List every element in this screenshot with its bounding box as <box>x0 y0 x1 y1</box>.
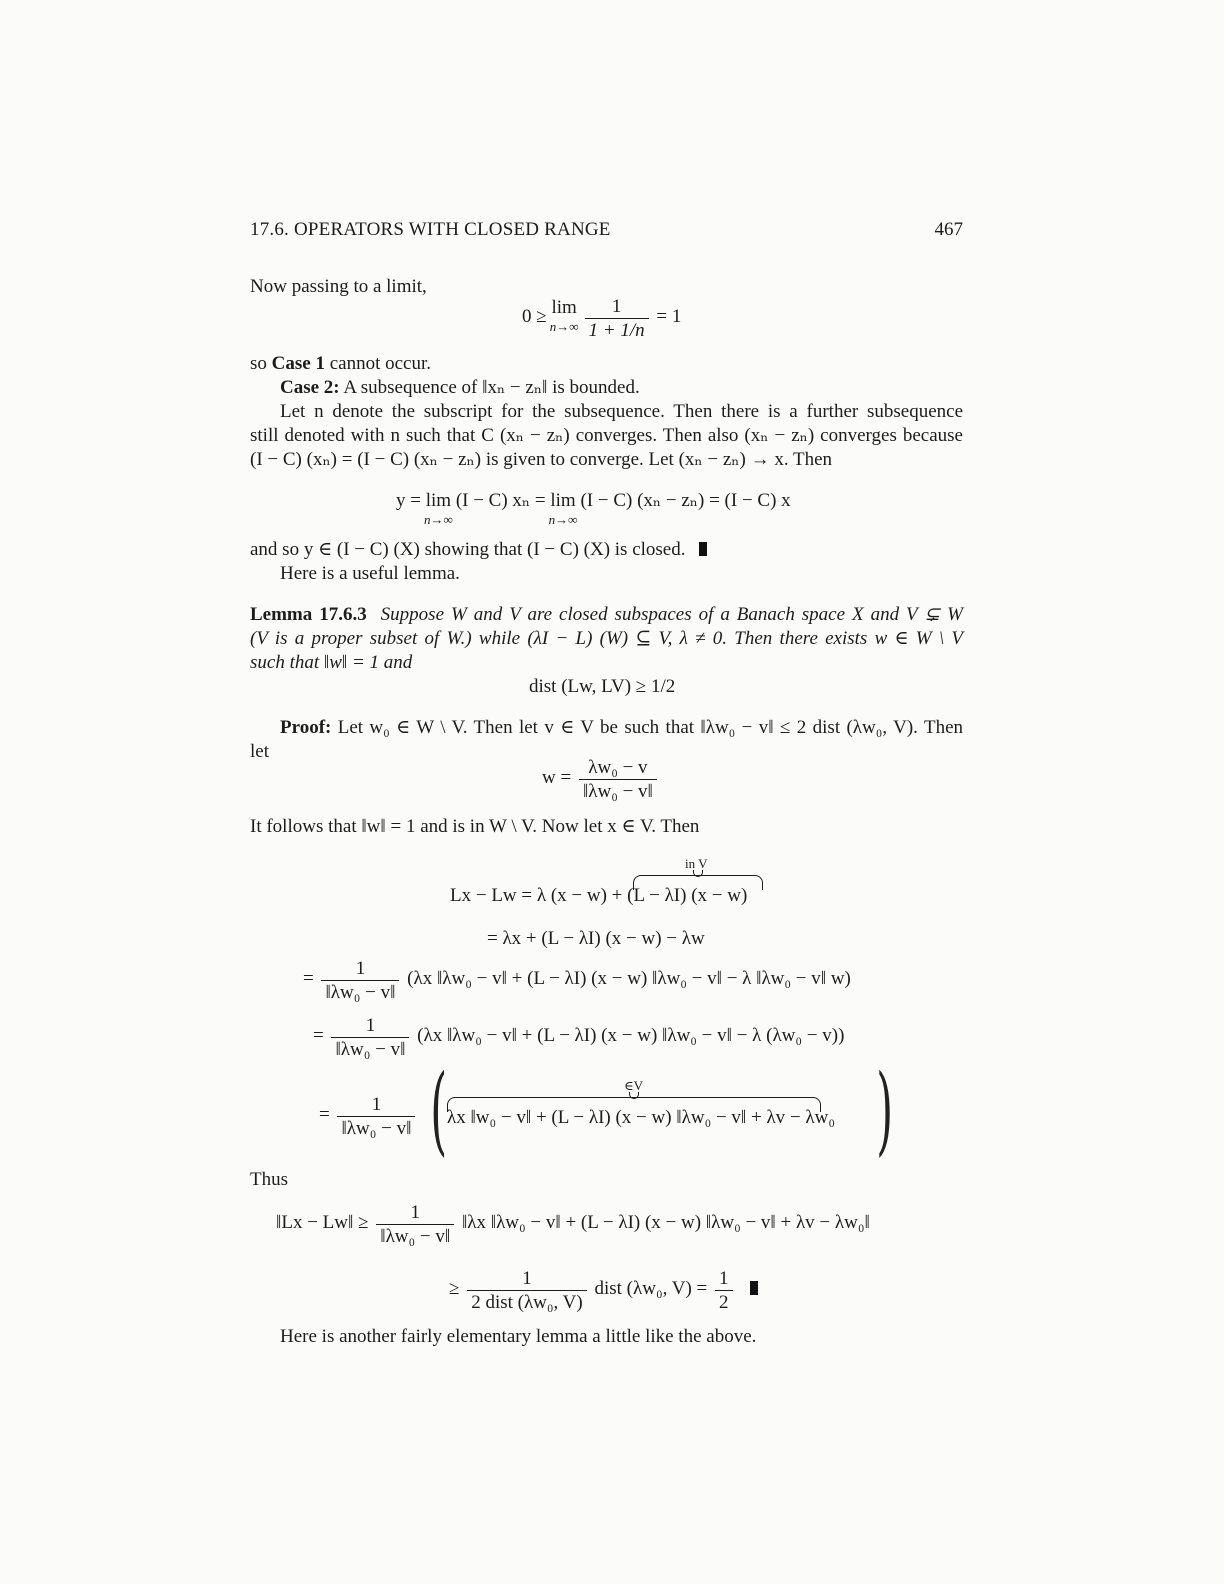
page-number: 467 <box>934 219 963 240</box>
lemma-label: Lemma 17.6.3 <box>250 604 367 625</box>
text-line: Here is a useful lemma. <box>280 563 460 584</box>
braced-term: (L − λI) (x − w) <box>627 885 748 906</box>
lim-subscript: n→∞ <box>424 512 453 527</box>
lim-subscript: n→∞ <box>548 512 578 527</box>
equation-final <box>449 1268 758 1315</box>
lim-operator: lim <box>550 490 576 511</box>
lim-operator: lim <box>551 297 577 318</box>
numerator: 1 <box>522 1268 532 1289</box>
eq-part: ‖λx ‖λw₀ − v‖ + (L − λI) (x − w) ‖λw₀ − v‖ + λv − λw₀‖ <box>457 1212 870 1233</box>
lim-subscript: n→∞ <box>549 319 579 334</box>
numerator: 1 <box>410 1202 420 1223</box>
equation-line: = λx + (L − λI) (x − w) − λw <box>487 928 705 949</box>
lemma-text: Suppose W and V are closed subspaces of a Banach space X and V ⊊ W <box>380 604 963 625</box>
eq-part: dist (λw₀, V) = <box>589 1278 712 1299</box>
overbrace <box>633 875 763 890</box>
equation-y <box>396 489 791 527</box>
numerator: 1 <box>355 958 366 979</box>
equation-line <box>313 1015 844 1062</box>
numerator: 1 <box>611 296 622 317</box>
eq-part: Lx − Lw = λ (x − w) + <box>450 885 628 906</box>
text-line: still denoted with n such that C (xₙ − zₙ) converges. Then also (xₙ − zₙ) converges because <box>250 425 963 446</box>
denominator: 1 + 1/n <box>585 318 649 343</box>
equation-line <box>303 958 851 1005</box>
brace-label: in V <box>685 856 708 871</box>
brace-label: ∈V <box>624 1078 644 1093</box>
numerator: 1 <box>371 1094 382 1115</box>
fraction <box>376 1202 454 1249</box>
eq-part: (I − C) xₙ = <box>451 490 551 511</box>
proof-label: Proof: <box>280 717 332 738</box>
section-title: 17.6. OPERATORS WITH CLOSED RANGE <box>250 219 611 240</box>
fraction <box>321 958 399 1005</box>
eq-part: = <box>319 1104 335 1125</box>
overbrace <box>447 1097 821 1112</box>
denominator: ‖λw₀ − v‖ <box>321 980 399 1005</box>
numerator: λw₀ − v <box>588 757 648 778</box>
case-label: Case 2: <box>280 377 340 398</box>
text-line: Here is another fairly elementary lemma a little like the above. <box>280 1326 757 1347</box>
qed-mark <box>699 542 707 556</box>
denominator: 2 dist (λw₀, V) <box>467 1290 587 1315</box>
numerator: 1 <box>719 1268 729 1289</box>
denominator: ‖λw₀ − v‖ <box>579 779 657 804</box>
right-paren: ) <box>876 1054 894 1166</box>
eq-part: ≥ <box>449 1278 465 1299</box>
eq-part: 0 ≥ <box>522 306 552 327</box>
denominator: ‖λw₀ − v‖ <box>376 1224 454 1249</box>
fraction <box>331 1015 409 1062</box>
text-line <box>250 376 963 400</box>
denominator: ‖λw₀ − v‖ <box>337 1116 415 1141</box>
eq-part: (λx ‖λw₀ − v‖ + (L − λI) (x − w) ‖λw₀ − v‖ − λ ‖λw₀ − v‖ w) <box>402 968 851 989</box>
eq-part: = <box>303 968 319 989</box>
text: Let w₀ ∈ W \ V. Then let v ∈ V be such that ‖λw₀ − v‖ ≤ 2 dist (λw₀, V). Then <box>331 717 963 738</box>
eq-part: = <box>313 1025 329 1046</box>
denominator: ‖λw₀ − v‖ <box>331 1037 409 1062</box>
text-line: (I − C) (xₙ) = (I − C) (xₙ − zₙ) is given to converge. Let (xₙ − zₙ) → x. Then <box>250 449 833 470</box>
braced-term: λx ‖w₀ − v‖ + (L − λI) (x − w) ‖λw₀ − v‖ + λv <box>447 1107 786 1128</box>
text-line: Let n denote the subscript for the subsequence. Then there is a further subsequence <box>280 401 963 422</box>
eq-part: − λw₀ <box>785 1107 835 1128</box>
text: so <box>250 353 272 374</box>
text-line <box>250 538 963 562</box>
eq-part: = 1 <box>651 306 682 327</box>
proof-line <box>250 716 963 740</box>
text: cannot occur. <box>324 353 432 374</box>
lemma-line <box>250 603 963 627</box>
equation-w <box>542 757 660 804</box>
case-label: Case 1 <box>271 353 325 374</box>
text-line: It follows that ‖w‖ = 1 and is in W \ V. Now let x ∈ V. Then <box>250 816 700 837</box>
eq-part: y = <box>396 490 426 511</box>
fraction <box>579 757 657 804</box>
equation-dist: dist (Lw, LV) ≥ 1/2 <box>529 676 676 697</box>
left-paren: ( <box>430 1054 448 1166</box>
lim-operator: lim <box>425 490 452 511</box>
numerator: 1 <box>365 1015 376 1036</box>
fraction <box>337 1094 415 1141</box>
text-line: Thus <box>250 1169 288 1190</box>
eq-part: ‖Lx − Lw‖ ≥ <box>276 1212 374 1233</box>
equation-line <box>319 1094 418 1141</box>
denominator: 2 <box>715 1290 733 1315</box>
fraction <box>585 296 649 343</box>
equation-limit <box>522 296 681 343</box>
qed-mark <box>750 1281 758 1295</box>
lemma-line: such that ‖w‖ = 1 and <box>250 652 413 673</box>
lemma-line: (V is a proper subset of W.) while (λI − L) (W) ⊆ V, λ ≠ 0. Then there exists w ∈ W \ V <box>250 628 963 649</box>
text: and so y ∈ (I − C) (X) showing that (I − C) (X) is closed. <box>250 539 686 560</box>
text-line <box>250 352 963 376</box>
text-line: Now passing to a limit, <box>250 276 427 297</box>
fraction <box>467 1268 587 1315</box>
eq-part: w = <box>542 767 576 788</box>
text: A subsequence of ‖xₙ − zₙ‖ is bounded. <box>339 377 640 398</box>
text-line: let <box>250 741 269 762</box>
equation-norm <box>276 1202 870 1249</box>
eq-part: (λx ‖λw₀ − v‖ + (L − λI) (x − w) ‖λw₀ − v‖ − λ (λw₀ − v)) <box>412 1025 845 1046</box>
eq-part: (I − C) (xₙ − zₙ) = (I − C) x <box>575 490 791 511</box>
fraction <box>715 1268 733 1315</box>
